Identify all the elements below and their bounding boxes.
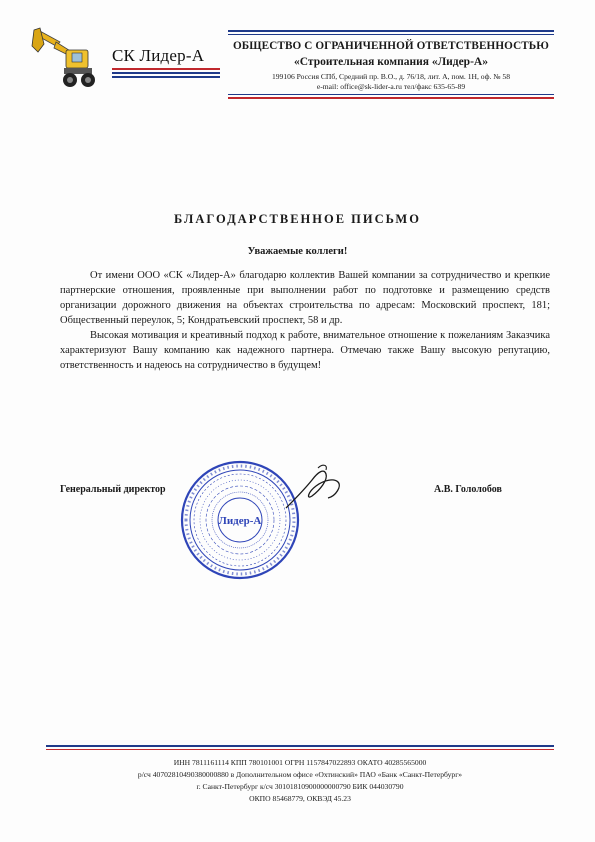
company-name: «Строительная компания «Лидер-А»	[294, 56, 488, 68]
signer-position: Генеральный директор	[60, 484, 166, 495]
logo-text: СК Лидер-А	[112, 46, 205, 65]
company-address: 199106 Россия СПб, Средний пр. В.О., д. 76/18, лит. А, пом. 1Н, оф. № 58	[271, 72, 511, 81]
logo-stripes	[112, 68, 220, 82]
org-type: ОБЩЕСТВО С ОГРАНИЧЕННОЙ ОТВЕТСТВЕННОСТЬЮ	[233, 40, 549, 52]
handwritten-signature-icon	[282, 462, 352, 514]
letter-greeting: Уважаемые коллеги!	[247, 246, 348, 257]
letter-title: БЛАГОДАРСТВЕННОЕ ПИСЬМО	[174, 212, 421, 226]
letter-paragraph: От имени ООО «СК «Лидер-А» благодарю коллектив Вашей компании за сотрудничество и крепкие партнерские отношения, проявленные при выполнении работ по подготовке и размещению средств организации дорожного движения на объектах строительства по адресам: Московский проспект, 181; Общественный переулок, 5; Кондратьевский проспект, 58 и др.	[60, 270, 550, 326]
header-bottom-rule	[228, 93, 554, 101]
excavator-logo-icon	[30, 22, 100, 94]
footer-rule	[46, 745, 554, 753]
footer-inn: ИНН 7811161114 КПП 780101001 ОГРН 1157847022893 ОКАТО 40285565000	[173, 758, 427, 767]
letter-paragraph: Высокая мотивация и креативный подход к работе, внимательное отношение к пожеланиям Заказчика характеризуют Вашу компанию как надежного партнера. Отмечаю также Вашу высокую репутацию, ответственность и надеюсь на сотрудничество в будущем!	[60, 330, 550, 371]
stamp-text: Лидер-А	[218, 515, 262, 527]
header-top-rule	[228, 30, 554, 38]
company-contact: e-mail: office@sk-lider-a.ru тел/факс 635-65-89	[316, 82, 466, 91]
letter-body	[60, 268, 550, 373]
footer-account: р/сч 40702810490380000880 в Дополнительном офисе «Охтинский» ПАО «Банк «Санкт-Петербург»	[137, 770, 463, 779]
signer-name: А.В. Гололобов	[434, 484, 502, 495]
footer-okpo: ОКПО 85468779, ОКВЭД 45.23	[249, 794, 351, 803]
footer-bank: г. Санкт-Петербург к/сч 30101810900000000790 БИК 044030790	[196, 782, 404, 791]
